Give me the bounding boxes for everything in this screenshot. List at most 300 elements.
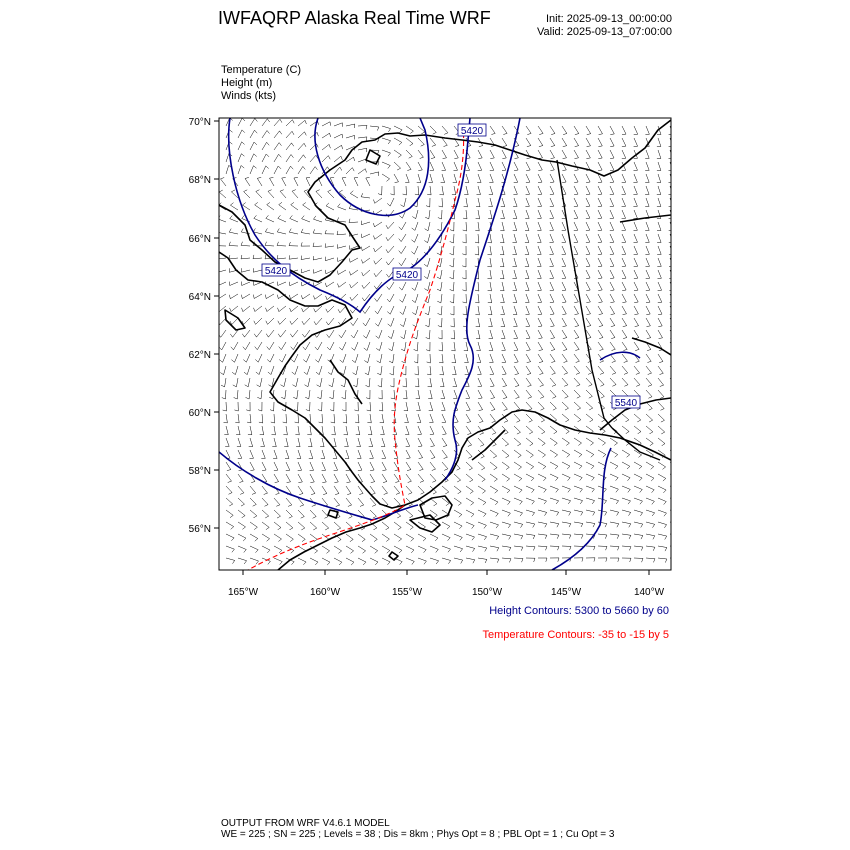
- wind-barb: [538, 222, 541, 230]
- wind-barb-feather: [493, 444, 497, 446]
- wind-barb-feather: [275, 482, 279, 483]
- wind-barb: [428, 234, 430, 243]
- wind-barb-feather: [599, 326, 603, 327]
- wind-barb-feather: [290, 215, 293, 218]
- wind-barb: [562, 522, 571, 524]
- wind-barb: [250, 166, 254, 174]
- wind-barb-feather: [231, 190, 235, 192]
- wind-barb-feather: [347, 494, 351, 495]
- wind-barb-feather: [375, 323, 378, 326]
- wind-barb: [610, 258, 614, 266]
- wind-barb: [221, 179, 227, 186]
- wind-barb-feather: [254, 516, 257, 518]
- wind-barb: [466, 474, 473, 480]
- wind-barb: [229, 246, 238, 247]
- wind-barb-feather: [265, 242, 267, 246]
- wind-barb-feather: [475, 230, 479, 231]
- wind-barb: [382, 162, 390, 166]
- wind-barb: [610, 498, 619, 501]
- wind-barb: [428, 294, 430, 303]
- wind-barb: [526, 534, 535, 535]
- wind-barb-feather: [289, 229, 291, 233]
- wind-barb: [598, 522, 607, 524]
- wind-barb: [430, 558, 439, 561]
- wind-barb: [415, 234, 419, 242]
- wind-barb: [333, 390, 334, 399]
- wind-barb-feather: [264, 493, 268, 494]
- wind-barb-feather: [503, 133, 507, 134]
- wind-barb-feather: [482, 491, 485, 494]
- wind-barb: [502, 318, 505, 327]
- wind-barb-feather: [434, 515, 437, 517]
- wind-barb: [286, 450, 289, 459]
- wind-barb: [574, 390, 580, 396]
- wind-barb: [634, 186, 637, 194]
- wind-barb: [418, 450, 423, 458]
- wind-barb: [658, 462, 666, 467]
- wind-barb-feather: [538, 182, 542, 183]
- wind-barb: [250, 426, 252, 435]
- wind-barb: [586, 318, 591, 326]
- wind-barb-feather: [598, 194, 602, 195]
- wind-barb-feather: [497, 548, 499, 552]
- wind-barb-feather: [552, 397, 556, 399]
- wind-barb: [226, 402, 227, 411]
- wind-barb: [349, 209, 358, 211]
- wind-barb: [219, 192, 226, 198]
- wind-barb: [281, 342, 286, 350]
- wind-barb: [658, 390, 664, 397]
- wind-barb: [466, 558, 475, 560]
- wind-barb: [334, 167, 340, 174]
- wind-barb: [622, 378, 628, 385]
- wind-barb-feather: [507, 479, 510, 482]
- wind-barb-feather: [586, 206, 590, 207]
- wind-barb: [418, 390, 420, 399]
- wind-barb: [226, 498, 233, 504]
- wind-barb: [442, 438, 447, 446]
- wind-barb-feather: [651, 478, 654, 481]
- wind-barb-feather: [281, 385, 284, 387]
- wind-barb: [598, 306, 603, 314]
- wind-barb: [298, 510, 304, 517]
- wind-barb-feather: [362, 539, 365, 541]
- wind-barb-feather: [672, 409, 676, 411]
- wind-barb-feather: [565, 420, 569, 422]
- wind-barb-feather: [491, 146, 495, 147]
- wind-barb: [249, 390, 250, 399]
- wind-barb-feather: [220, 373, 223, 375]
- wind-barb: [286, 474, 291, 482]
- wind-barb: [430, 462, 436, 469]
- wind-barb: [238, 498, 245, 504]
- wind-barb: [634, 366, 640, 373]
- wind-barb: [550, 246, 554, 254]
- wind-barb: [478, 462, 485, 468]
- wind-barb-feather: [245, 177, 249, 178]
- wind-barb: [358, 534, 365, 539]
- wind-barb: [238, 414, 239, 423]
- wind-barb: [634, 522, 643, 524]
- wind-barb-feather: [350, 297, 352, 301]
- wind-barb: [268, 191, 274, 198]
- wind-barb-feather: [564, 373, 568, 374]
- wind-barb-feather: [661, 432, 664, 434]
- wind-barb: [298, 450, 301, 459]
- wind-barb-feather: [598, 158, 602, 159]
- wind-barb-feather: [675, 479, 678, 482]
- wind-barb: [634, 474, 642, 478]
- wind-barb: [277, 258, 286, 259]
- wind-barb-feather: [303, 155, 305, 158]
- wind-barb-feather: [289, 255, 290, 259]
- wind-barb-feather: [615, 455, 618, 458]
- wind-barb-feather: [574, 302, 578, 303]
- wind-barb-feather: [637, 420, 641, 422]
- wind-barb-feather: [551, 134, 555, 135]
- wind-barb-feather: [292, 131, 294, 135]
- wind-barb: [658, 282, 662, 290]
- wind-barb: [418, 426, 422, 434]
- wind-barb: [253, 258, 262, 259]
- wind-barb: [574, 222, 578, 230]
- wind-barb-feather: [363, 562, 366, 565]
- wind-barb: [490, 234, 492, 243]
- latitude-axis: [189, 117, 219, 535]
- wind-barb: [526, 258, 529, 267]
- wind-barb-feather: [562, 182, 566, 183]
- wind-barb: [294, 354, 298, 362]
- wind-barb: [514, 402, 520, 409]
- wind-barb-feather: [611, 314, 615, 315]
- wind-barb-feather: [658, 326, 662, 327]
- wind-barb: [238, 486, 244, 493]
- wind-barb: [442, 150, 447, 158]
- wind-barb-feather: [445, 492, 449, 494]
- wind-barb-feather: [586, 242, 590, 243]
- wind-barb: [574, 198, 578, 206]
- wind-barb: [586, 222, 590, 230]
- wind-barb: [490, 486, 498, 491]
- wind-barb: [454, 486, 461, 492]
- wind-barb-feather: [425, 313, 429, 315]
- wind-barb: [502, 546, 511, 547]
- wind-barb: [490, 186, 493, 195]
- wind-barb-feather: [475, 290, 479, 291]
- wind-barb: [514, 270, 517, 279]
- wind-barb: [325, 258, 334, 261]
- wind-barb: [526, 186, 530, 194]
- wind-barb: [562, 306, 566, 314]
- wind-barb: [262, 534, 270, 539]
- wind-barb-feather: [639, 455, 642, 458]
- wind-barb-feather: [563, 146, 567, 147]
- wind-barb-feather: [317, 397, 321, 399]
- wind-barb: [478, 354, 481, 363]
- wind-barb: [290, 282, 298, 286]
- wind-barb-feather: [648, 385, 652, 387]
- wind-barb: [478, 210, 480, 219]
- wind-barb: [454, 342, 455, 351]
- wind-barb-feather: [443, 446, 447, 447]
- wind-barb-feather: [467, 422, 471, 423]
- wind-barb-feather: [388, 153, 391, 156]
- wind-barb: [634, 270, 638, 278]
- wind-barb-feather: [239, 481, 243, 482]
- wind-barb-feather: [610, 146, 614, 147]
- wind-barb: [277, 246, 286, 247]
- wind-barb-feather: [454, 422, 458, 423]
- wind-barb-feather: [502, 170, 506, 171]
- wind-barb-feather: [268, 372, 271, 374]
- wind-barb-feather: [436, 549, 439, 552]
- wind-barb: [310, 510, 316, 517]
- wind-barb-feather: [493, 456, 497, 458]
- wind-barb: [226, 450, 230, 458]
- wind-barb-feather: [314, 309, 316, 313]
- wind-barb-feather: [495, 491, 498, 494]
- wind-barb: [334, 134, 342, 138]
- wind-barb: [223, 354, 226, 362]
- wind-barb: [274, 510, 281, 516]
- wind-barb-feather: [428, 386, 432, 387]
- wind-barb: [430, 522, 438, 527]
- wind-barb: [634, 174, 637, 182]
- wind-barb-feather: [508, 525, 510, 528]
- wind-barb: [634, 258, 638, 266]
- wind-barb-feather: [304, 190, 308, 192]
- wind-barb: [610, 138, 614, 146]
- wind-barb-feather: [339, 335, 342, 338]
- wind-barb-feather: [610, 158, 614, 159]
- wind-barb-feather: [567, 466, 570, 469]
- wind-barb-feather: [399, 263, 402, 266]
- wind-barb-feather: [528, 409, 532, 411]
- wind-barb: [562, 366, 568, 373]
- wind-barb-feather: [590, 420, 593, 422]
- wind-barb-feather: [399, 130, 402, 133]
- wind-barb-feather: [362, 285, 364, 289]
- wind-barb: [291, 205, 298, 210]
- wind-barb-feather: [673, 421, 677, 423]
- wind-barb-feather: [543, 478, 546, 481]
- wind-barb-feather: [519, 479, 522, 482]
- wind-barb-feather: [257, 397, 261, 399]
- wind-barb-feather: [475, 242, 479, 243]
- wind-barb: [538, 246, 541, 254]
- wind-barb-feather: [458, 503, 461, 505]
- wind-barb-feather: [279, 550, 282, 553]
- wind-barb-feather: [283, 422, 287, 423]
- wind-barb-feather: [363, 551, 366, 554]
- wind-barb: [390, 306, 394, 314]
- wind-barb: [622, 546, 631, 547]
- wind-barb: [430, 162, 434, 170]
- wind-barb: [646, 366, 652, 373]
- wind-barb-feather: [450, 242, 454, 244]
- wind-barb: [514, 546, 523, 547]
- wind-barb-feather: [496, 514, 499, 517]
- wind-barb: [550, 438, 557, 443]
- wind-barb-feather: [302, 321, 304, 325]
- wind-barb: [502, 246, 504, 255]
- wind-barb-feather: [254, 154, 257, 157]
- wind-barb-feather: [514, 170, 518, 171]
- wind-barb: [598, 330, 603, 338]
- wind-barb: [538, 450, 546, 455]
- wind-barb: [322, 144, 329, 150]
- wind-barb-feather: [541, 420, 545, 422]
- wind-barb-feather: [353, 385, 357, 387]
- wind-barb: [646, 378, 652, 385]
- wind-barb: [490, 366, 494, 374]
- wind-barb-feather: [364, 348, 367, 351]
- wind-barb: [358, 426, 360, 435]
- wind-barb-feather: [288, 505, 292, 507]
- wind-barb-feather: [639, 478, 642, 481]
- wind-barb-feather: [654, 559, 656, 563]
- wind-barb-feather: [446, 503, 449, 505]
- wind-barb-feather: [590, 443, 593, 446]
- wind-barb: [550, 150, 555, 158]
- wind-barb: [622, 522, 631, 524]
- wind-barb: [361, 222, 370, 225]
- wind-barb-feather: [325, 528, 329, 530]
- wind-barb: [358, 450, 361, 458]
- wind-barb-feather: [326, 203, 329, 206]
- wind-barb-feather: [375, 562, 378, 565]
- wind-barb: [453, 258, 454, 267]
- wind-barb-feather: [241, 166, 244, 169]
- wind-barb: [375, 234, 382, 239]
- wind-barb: [298, 132, 305, 138]
- wind-barb: [310, 426, 311, 435]
- wind-barb-feather: [432, 481, 436, 483]
- wind-barb-feather: [650, 443, 653, 445]
- wind-barb-feather: [351, 551, 354, 554]
- wind-barb-feather: [254, 166, 257, 169]
- wind-barb: [574, 150, 579, 158]
- wind-barb: [574, 354, 579, 361]
- wind-barb: [442, 486, 449, 492]
- wind-barb: [332, 378, 334, 387]
- wind-barb: [634, 282, 638, 290]
- wind-barb-feather: [586, 230, 590, 231]
- wind-barb-feather: [242, 308, 243, 312]
- wind-barb-feather: [293, 385, 296, 387]
- wind-barb-feather: [387, 179, 390, 182]
- wind-barb-feather: [353, 373, 356, 375]
- wind-barb: [406, 534, 414, 539]
- wind-barb-feather: [479, 421, 483, 422]
- wind-barb-feather: [348, 505, 352, 506]
- wind-barb-feather: [267, 550, 270, 553]
- wind-barb: [365, 306, 370, 314]
- lat-label: 58°N: [188, 466, 211, 477]
- wind-barb-feather: [589, 408, 593, 410]
- wind-barb-feather: [265, 255, 266, 259]
- wind-barb: [286, 426, 287, 435]
- wind-barb-feather: [455, 146, 459, 147]
- wind-barb: [538, 498, 547, 501]
- wind-barb: [274, 558, 282, 562]
- wind-barb: [375, 246, 382, 252]
- wind-barb: [322, 486, 327, 494]
- wind-barb-feather: [255, 550, 258, 553]
- wind-barb-feather: [586, 266, 590, 267]
- wind-barb-feather: [634, 278, 638, 279]
- wind-barb-feather: [377, 139, 379, 143]
- wind-barb: [346, 168, 352, 174]
- wind-barb: [550, 378, 556, 385]
- wind-barb: [442, 354, 443, 363]
- wind-barb: [315, 306, 322, 312]
- wind-barb-feather: [461, 560, 463, 563]
- wind-barb: [586, 438, 594, 443]
- wind-barb-feather: [229, 242, 230, 246]
- wind-barb: [562, 318, 567, 326]
- wind-barb: [610, 282, 614, 290]
- wind-barb: [381, 366, 382, 375]
- wind-barb: [658, 354, 663, 362]
- wind-barb-feather: [565, 408, 569, 410]
- wind-barb: [514, 222, 517, 231]
- wind-barb: [538, 378, 544, 385]
- wind-barb: [514, 414, 520, 421]
- wind-barb: [406, 174, 409, 182]
- wind-barb-feather: [566, 443, 569, 445]
- wind-barb: [279, 306, 286, 312]
- wind-barb-feather: [403, 194, 407, 195]
- wind-barb: [286, 534, 293, 539]
- wind-barb: [339, 282, 346, 287]
- wind-barb: [526, 354, 531, 362]
- wind-barb-feather: [527, 374, 531, 375]
- wind-barb: [418, 546, 426, 550]
- wind-barb: [442, 186, 444, 195]
- wind-barb-feather: [426, 338, 430, 340]
- wind-barb: [514, 558, 523, 559]
- wind-barb-feather: [307, 434, 311, 435]
- wind-barb: [382, 174, 390, 179]
- wind-barb-feather: [421, 493, 425, 495]
- wind-barb: [610, 342, 615, 349]
- wind-barb: [610, 234, 614, 242]
- wind-barb: [454, 546, 463, 549]
- wind-barb: [250, 510, 257, 516]
- wind-barb: [538, 294, 542, 302]
- wind-barb: [262, 546, 270, 550]
- wind-barb: [382, 558, 390, 562]
- wind-barb-feather: [244, 561, 246, 564]
- wind-barb-feather: [257, 385, 260, 387]
- wind-barb-feather: [252, 493, 256, 494]
- wind-barb: [598, 318, 603, 326]
- wind-barb: [298, 474, 302, 482]
- wind-barb-feather: [589, 385, 593, 387]
- wind-barb-feather: [636, 373, 640, 374]
- wind-barb-feather: [574, 218, 578, 219]
- wind-barb-feather: [664, 513, 667, 516]
- wind-barb: [466, 198, 468, 207]
- wind-barb: [428, 222, 430, 231]
- wind-barb-feather: [448, 538, 451, 541]
- wind-barb: [322, 558, 330, 562]
- wind-barb-feather: [230, 203, 233, 206]
- wind-barb-feather: [253, 255, 254, 259]
- wind-barb: [394, 162, 401, 168]
- wind-barb-feather: [277, 295, 278, 299]
